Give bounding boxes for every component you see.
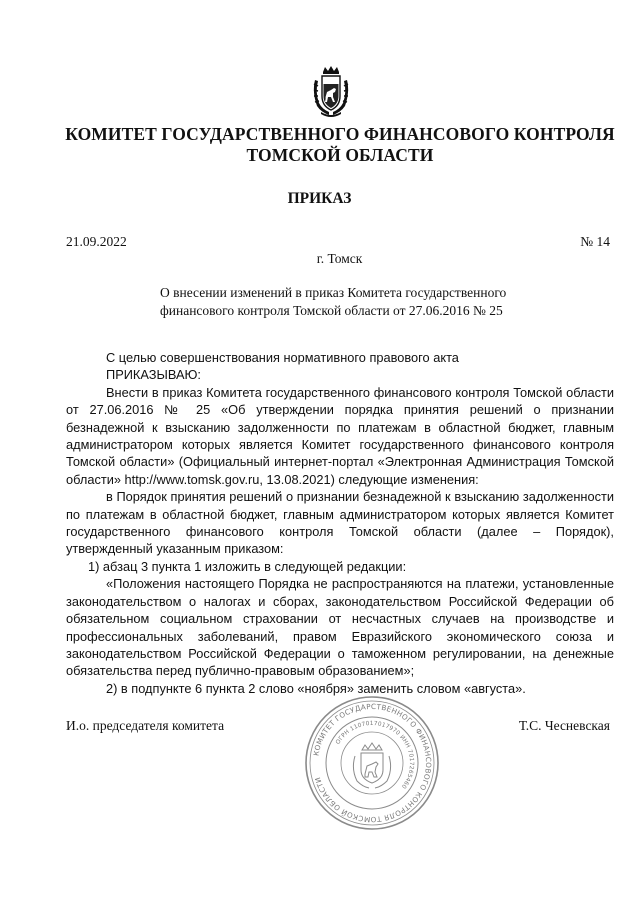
seal-inner-text: ОГРН 1107017017970 ИНН 7017265460 bbox=[335, 720, 415, 790]
document-type: ПРИКАЗ bbox=[287, 190, 352, 207]
committee-title-line-1: КОМИТЕТ ГОСУДАРСТВЕННОГО ФИНАНСОВОГО КОНТРОЛЯ bbox=[65, 124, 615, 144]
paragraph-2: в Порядок принятия решений о признании безнадежной к взысканию задолженности по платежам в областной бюджет, главным администратором которых является Комитет государственного финансового контроля Томской области (далее – Порядок), утвержденный указанным приказом: bbox=[66, 489, 614, 557]
preamble: С целью совершенствования нормативного правового акта bbox=[106, 350, 459, 365]
signatory-position: И.о. председателя комитета bbox=[66, 718, 225, 733]
order-word: ПРИКАЗЫВАЮ: bbox=[106, 367, 201, 383]
seal-outer-text: КОМИТЕТ ГОСУДАРСТВЕННОГО ФИНАНСОВОГО КОНТРОЛЯ ТОМСКОЙ ОБЛАСТИ bbox=[311, 701, 434, 825]
official-seal-stamp bbox=[303, 694, 441, 832]
document-body bbox=[66, 349, 614, 697]
subject-line-1: О внесении изменений в приказ Комитета государственного bbox=[160, 285, 507, 300]
document-number: № 14 bbox=[580, 234, 610, 249]
paragraph-1: Внести в приказ Комитета государственного финансового контроля Томской области от 27.06.2016 № 25 «Об утверждении порядка принятия решений о признании безнадежной к взысканию задолженности по платежам в областной бюджет, главным администратором которых является Комитет государственного финансового контроля Томской области» (Официальный интернет-портал «Электронная Администрация Томской области» http://www.tomsk.gov.ru, 13.08.2021) следующие изменения: bbox=[66, 384, 614, 487]
committee-title-line-2: ТОМСКОЙ ОБЛАСТИ bbox=[246, 145, 434, 165]
item-1: 1) абзац 3 пункта 1 изложить в следующей редакции: bbox=[88, 558, 407, 574]
document-subject bbox=[160, 284, 526, 319]
coat-of-arms-icon bbox=[311, 66, 351, 118]
document-city: г. Томск bbox=[316, 251, 363, 266]
document-date: 21.09.2022 bbox=[66, 234, 127, 249]
signatory-name: Т.С. Чесневская bbox=[518, 718, 610, 733]
subject-line-2: финансового контроля Томской области от 27.06.2016 № 25 bbox=[160, 302, 503, 318]
quote-paragraph: «Положения настоящего Порядка не распространяются на платежи, установленные законодательством о налогах и сборах, законодательством Российской Федерации об обязательном социальном страховании от несчастных случаев на производстве и профессиональных заболеваний, правом Евразийского экономического союза и законодательством Российской Федерации о таможенном регулировании, на денежные обязательства перед публично-правовым образованием»; bbox=[66, 576, 614, 679]
svg-text:КОМИТЕТ ГОСУДАРСТВЕННОГО ФИНАН bbox=[311, 702, 433, 824]
seal-emblem-icon bbox=[353, 743, 390, 788]
item-2: 2) в подпункте 6 пункта 2 слово «ноября» заменить словом «августа». bbox=[106, 680, 526, 696]
